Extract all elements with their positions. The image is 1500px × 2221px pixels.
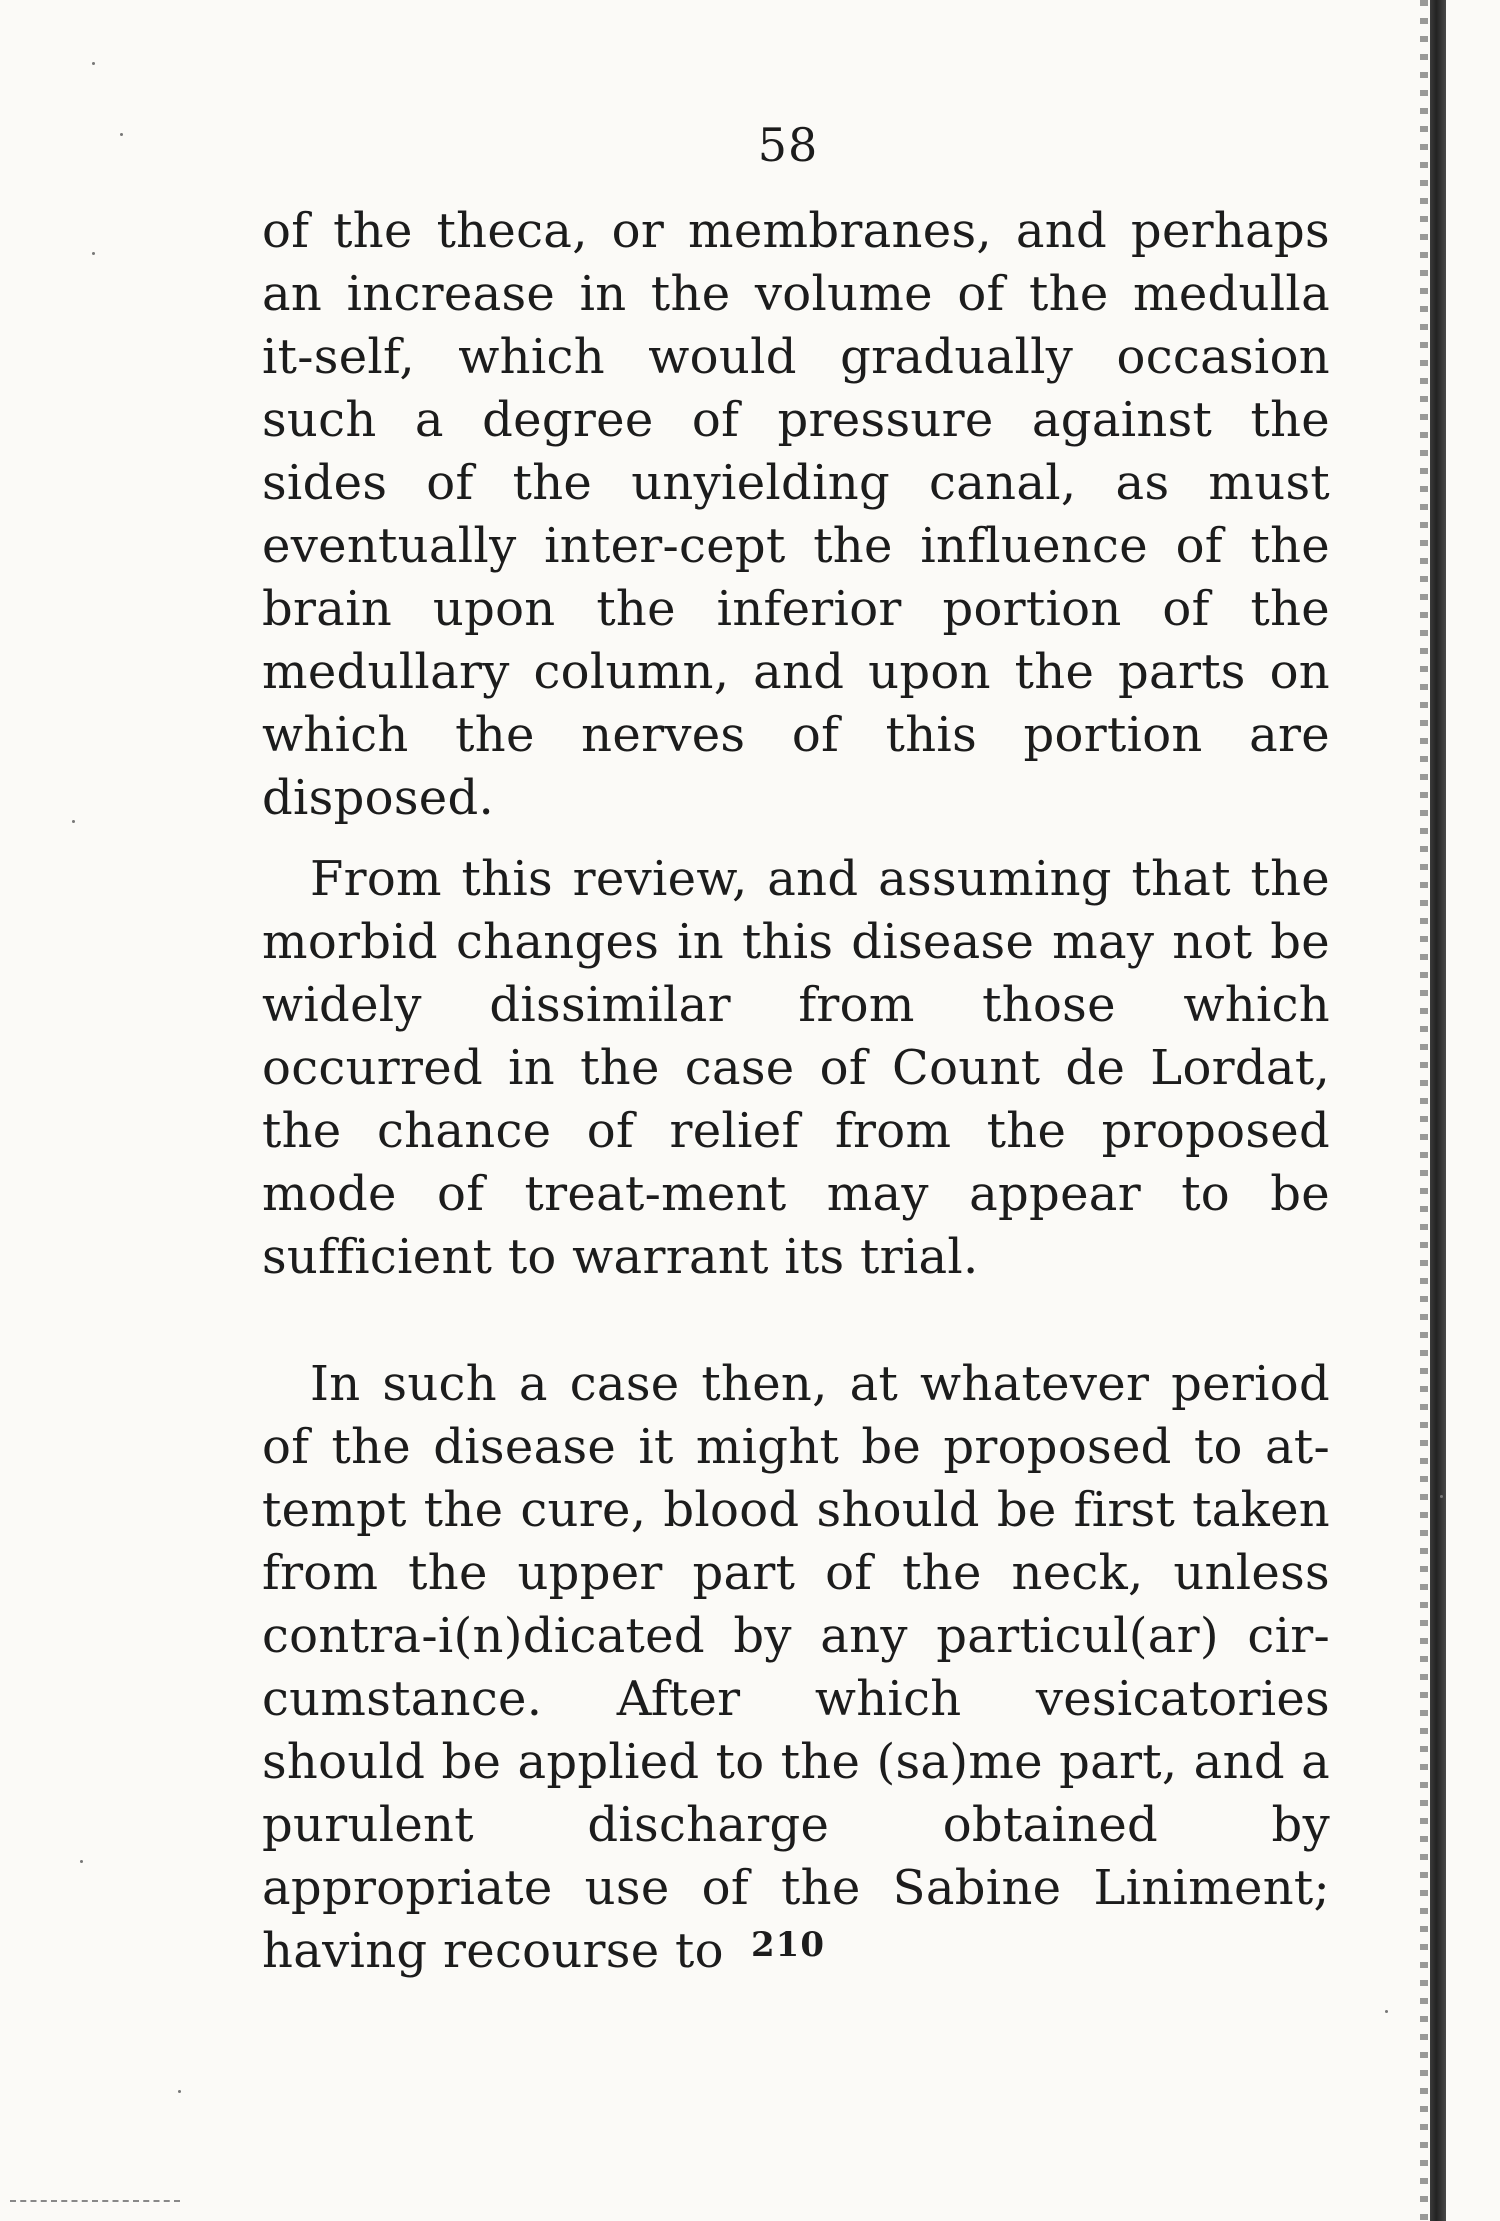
paper-speck [92,252,95,255]
paragraph-3 [262,1353,1330,1983]
signature-mark: 210 [751,1925,825,1965]
bottom-rule [10,2200,180,2202]
paper-speck [120,133,123,136]
paragraph-2 [262,848,1330,1289]
paper-speck [178,2090,181,2093]
page-number: 58 [757,118,819,172]
paper-speck [1440,1495,1443,1498]
paper-speck [80,1860,83,1863]
paper-speck [1385,2010,1388,2013]
paragraph-1 [262,200,1330,830]
binding-edge [1430,0,1446,2221]
paper-speck [72,820,75,823]
paragraph-text: of the theca, or membranes, and perhaps an increase in the volume of the medulla it-self, which would gradually occasion such a degree of pressure against the sides of the unyielding canal, as must eventually inter-cept the influence of the brain upon the inferior portion of the medullary column, and upon the parts on which the nerves of this portion are disposed. [262,203,1330,826]
paper-speck [92,62,95,65]
paragraph-text: From this review, and assuming that the morbid changes in this disease may not be widely dissimilar from those which occurred in the case of Count de Lordat, the chance of relief from the proposed mode of treat-ment may appear to be sufficient to warrant its trial. [262,851,1330,1285]
paragraph-text: In such a case then, at whatever period of the disease it might be proposed to at-tempt the cure, blood should be first taken from the upper part of the neck, unless contra-i(n)dicated by any particul(ar) cir-cumstance. After which vesicatories should be applied to the (sa)me part, and a purulent discharge obtained by appropriate use of the Sabine Liniment; having recourse to [262,1356,1330,1979]
